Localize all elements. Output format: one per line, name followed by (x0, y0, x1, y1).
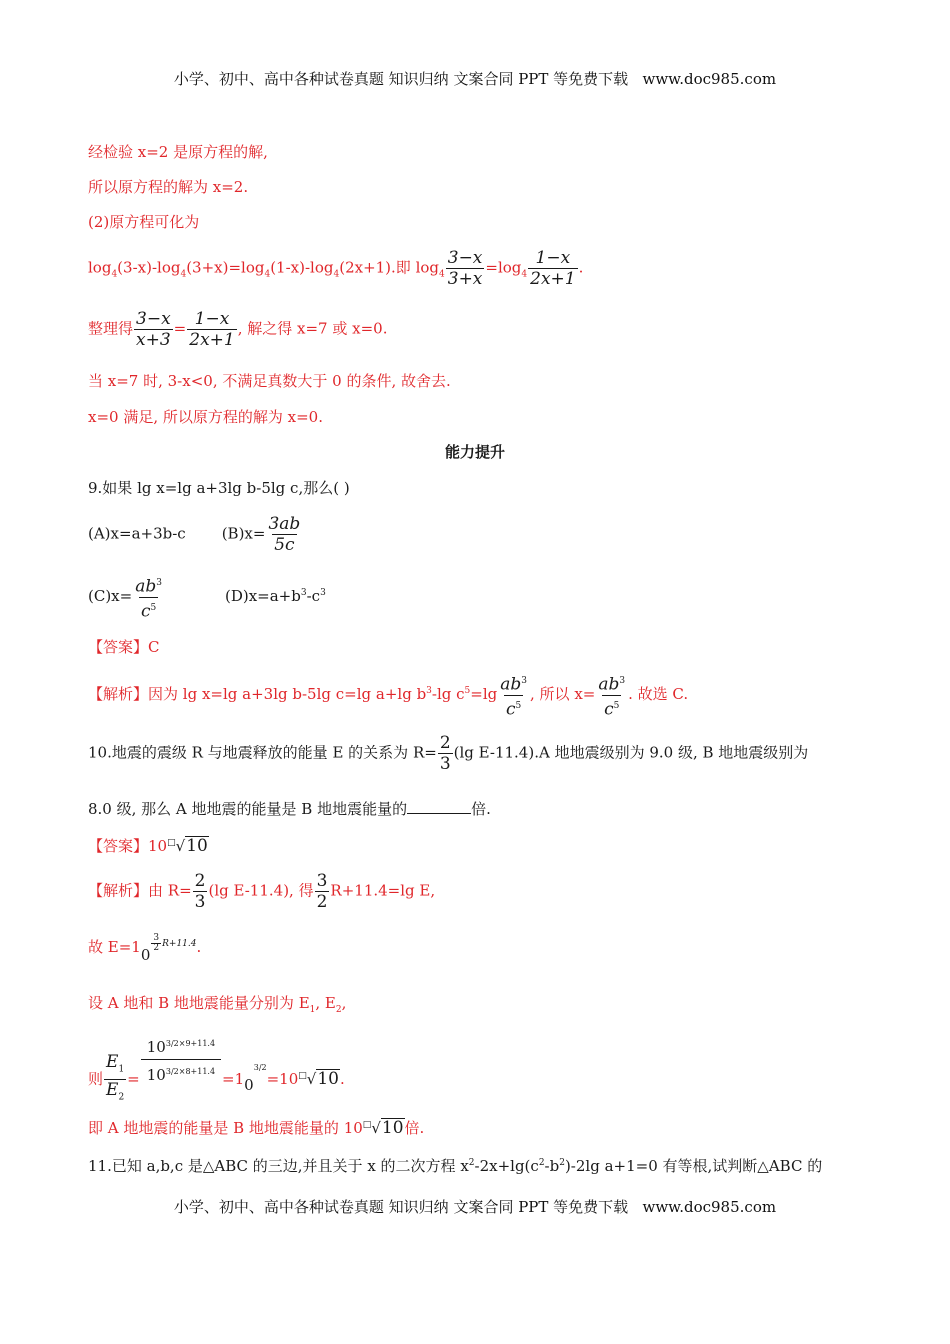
explanation-9: 【解析】因为 lg x=lg a+3lg b-5lg c=lg a+lg $b^3-\lg$ $c^5=\lg$ $\frac{ab^3}{c^5}$ , 所以 x= $\frac{ab^3}{c^5}$ . 故选 C. (88, 671, 688, 719)
answer-blank (407, 799, 471, 814)
fraction: $\frac{2}{3}$ (194, 871, 206, 912)
question-10: 10.地震的震级 R 与地震释放的能量 E 的关系为 R= $\frac{2}{3}$ (lg E-11.4).A 地地震级别为 9.0 级, B 地地震级别为 (88, 733, 809, 774)
fraction: $\frac{1-x}{2x+1}$ (189, 309, 235, 350)
log-equation-line: $\log_4(3-x)-\log_4(3+x)=\log_4(1-x)-\log_4(2x+1)$.即 $\log_4$ $\frac{3-x}{3+x}$ $=\log_4$ $\frac{1-x}{2x+1}$ . (88, 248, 584, 289)
question-11: 11.已知 a,b,c 是△ABC 的三边,并且关于 x 的二次方程 $x^2-2x+\lg(c^2-b^2)-2\lg$ a+1=0 有等根,试判断△ABC 的 (88, 1157, 823, 1175)
fraction: $\frac{10^{3/2\times 9+11.4}}{10^{3/2\times 8+11.4}}$ (141, 1032, 221, 1087)
text-line: 当 x=7 时, 3-x<0, 不满足真数大于 0 的条件, 故舍去. (88, 372, 451, 390)
fraction: $\frac{3}{2}$ (153, 933, 160, 953)
fraction: $\frac{ab^3}{c^5}$ (598, 674, 626, 720)
fraction: $\frac{E_1}{E_2}$ (104, 1052, 126, 1108)
text-line: 故 E=10 $^{\frac{3}{2} R+11.4}$. (88, 933, 202, 964)
fraction: $\frac{ab^3}{c^5}$ (135, 576, 162, 622)
page-header: 小学、初中、高中各种试卷真题 知识归纳 文案合同 PPT 等免费下载 www.doc985.com (173, 70, 777, 88)
explanation-10: 【解析】由 R= $\frac{2}{3}$ (lg E-11.4), 得 $\frac{3}{2}$ R+11.4=lg E, (88, 871, 436, 912)
fraction: $\frac{3-x}{3+x}$ (447, 248, 483, 289)
fraction: $\frac{3}{2}$ (316, 871, 328, 912)
ratio-line: 则 $\frac{E_1}{E_2}$ = $\frac{10^{3/2\times 9+11.4}}{10^{3/2\times 8+11.4}}$ $=10^{3/2}=10^□√10$. (88, 1032, 345, 1092)
fraction: $\frac{ab^3}{c^5}$ (500, 674, 528, 720)
text-line: (2)原方程可化为 (88, 213, 200, 231)
text-line: 整理得 $\frac{3-x}{x+3}$ = $\frac{1-x}{2x+1}$ , 解之得 x=7 或 x=0. (88, 309, 388, 350)
fraction: $\frac{2}{3}$ (439, 733, 451, 774)
answer-9: 【答案】C (88, 638, 160, 656)
fraction: $\frac{1-x}{2x+1}$ (530, 248, 576, 289)
option-row-cd: (C)x= $\frac{ab^3}{c^5}$ $(D)x=a+b^3-c^3$ (88, 573, 326, 621)
fraction: $\frac{3-x}{x+3}$ (136, 309, 171, 350)
page-footer: 小学、初中、高中各种试卷真题 知识归纳 文案合同 PPT 等免费下载 www.doc985.com (173, 1198, 777, 1216)
option-row-ab: (A)x=a+3b-c (B)x= $\frac{3ab}{5c}$ (88, 514, 301, 555)
fraction: $\frac{3ab}{5c}$ (268, 514, 301, 555)
section-title: 能力提升 (444, 443, 505, 461)
question-10-cont: 8.0 级, 那么 A 地地震的能量是 B 地地震能量的 倍. (88, 800, 491, 818)
text-line: 经检验 x=2 是原方程的解, (88, 143, 268, 161)
text-line: 设 A 地和 B 地地震能量分别为 $E_1$, $E_2$, (88, 994, 347, 1015)
text-line: 即 A 地地震的能量是 B 地地震能量的 10□√10倍. (88, 1118, 425, 1138)
answer-10: 【答案】10□√10 (88, 836, 208, 856)
text-line: x=0 满足, 所以原方程的解为 x=0. (88, 408, 323, 426)
text-line: 所以原方程的解为 x=2. (88, 178, 249, 196)
question-9: 9.如果 lg x=lg a+3lg b-5lg c,那么( ) (88, 479, 350, 497)
